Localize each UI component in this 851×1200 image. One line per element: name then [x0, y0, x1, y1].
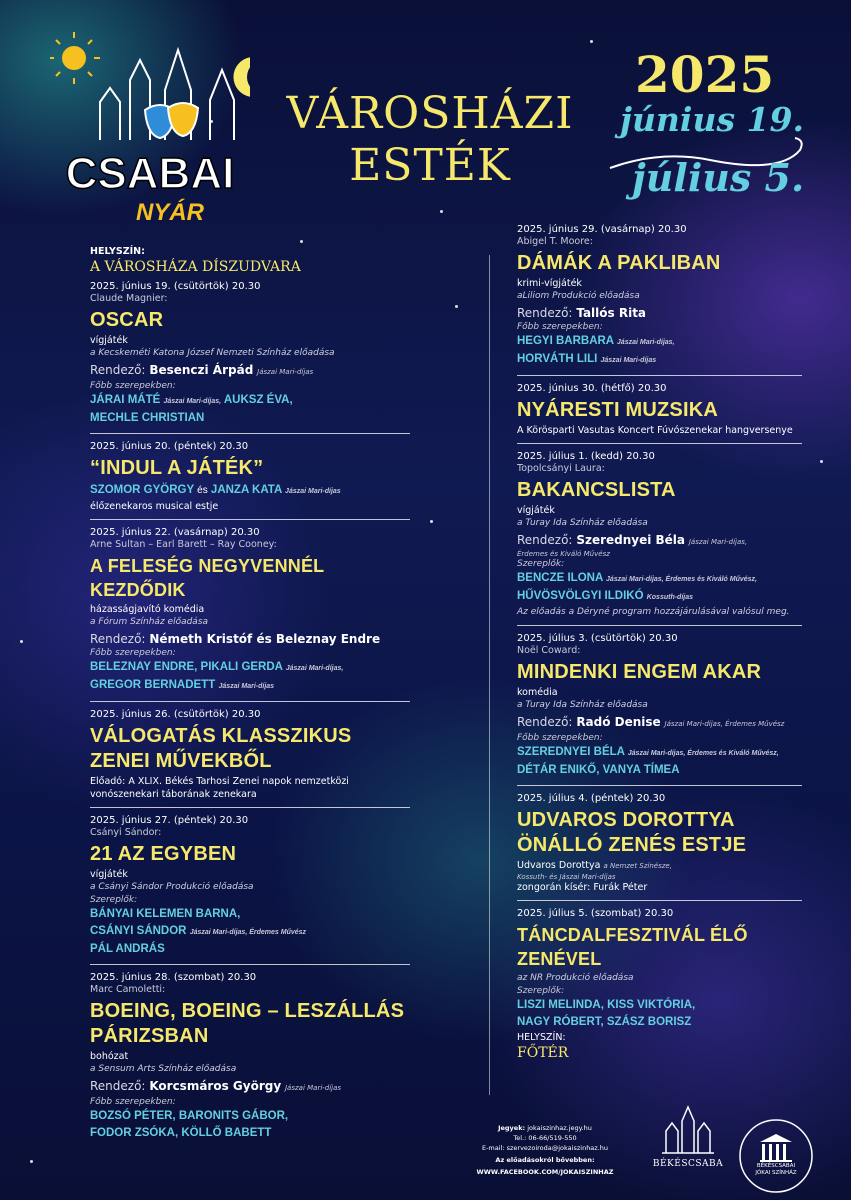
- event-description: élőzenekaros musical estje: [90, 501, 219, 512]
- more-info: Az előadásokról bővebben:: [495, 1156, 595, 1164]
- bekescsaba-logo: [652, 1105, 724, 1169]
- event-date: 2025. június 19. (csütörtök) 20.30: [90, 281, 261, 292]
- roles-label: Főbb szerepekben:: [517, 322, 603, 332]
- event-title: ZENEI MŰVEKBŐL: [90, 750, 272, 772]
- event-production: a Fórum Színház előadása: [90, 617, 209, 627]
- ticket-line: Jegyek: jokaiszinhaz.jegy.hu: [498, 1124, 592, 1132]
- event-title: BAKANCSLISTA: [517, 479, 676, 501]
- left-column: [90, 245, 410, 1142]
- theatre-name-line1: BÉKÉSCSABAI: [756, 1163, 796, 1169]
- event-title: A FELESÉG NEGYVENNÉL KEZDŐDIK: [90, 556, 325, 600]
- roles-label: Szereplők:: [90, 895, 138, 905]
- event-genre: vígjáték: [517, 505, 555, 516]
- event-description: A Körösparti Vasutas Koncert Fúvószenekar hangversenye: [517, 425, 793, 436]
- event-date: 2025. június 20. (péntek) 20.30: [90, 441, 249, 452]
- event-date: 2025. június 28. (szombat) 20.30: [90, 972, 257, 983]
- event-production: aLiliom Produkció előadása: [517, 291, 640, 301]
- event-actors: HORVÁTH LILI Jászai Mari-díjas: [517, 353, 657, 365]
- location-label: HELYSZÍN:: [517, 1032, 566, 1043]
- event-date: 2025. július 1. (kedd) 20.30: [517, 451, 655, 462]
- event-tancdalfesztival: [517, 900, 802, 1062]
- event-author: Claude Magnier:: [90, 293, 168, 304]
- event-actors: BELEZNAY ENDRE, PIKALI GERDA Jászai Mari-díjas,: [90, 661, 344, 673]
- event-actors: LISZI MELINDA, KISS VIKTÓRIA,: [517, 999, 696, 1011]
- event-title: TÁNCDALFESZTIVÁL ÉLŐ ZENÉVEL: [517, 925, 748, 969]
- event-actors: HŰVÖSVÖLGYI ILDIKÓ Kossuth-díjas: [517, 590, 694, 602]
- event-mindenki-engem-akar: [517, 625, 802, 779]
- event-title: OSCAR: [90, 309, 164, 331]
- star-decoration: [455, 305, 458, 308]
- performer-note: Kossuth- és Jászai Mari-díjas: [517, 873, 616, 881]
- event-description: Előadó: A XLIX. Békés Tarhosi Zenei napok nemzetközi vonószenekari táborának zenekara: [90, 776, 349, 800]
- event-actors: BÁNYAI KELEMEN BARNA,: [90, 908, 241, 920]
- roles-label: Főbb szerepekben:: [90, 381, 176, 391]
- event-date: 2025. július 5. (szombat) 20.30: [517, 908, 674, 919]
- location-name: FŐTÉR: [517, 1045, 569, 1061]
- event-actors: CSÁNYI SÁNDOR Jászai Mari-díjas, Érdemes Művész: [90, 925, 307, 937]
- roles-label: Szereplők:: [517, 986, 565, 996]
- event-production: a Csányi Sándor Produkció előadása: [90, 882, 254, 892]
- star-decoration: [440, 210, 443, 213]
- event-date: 2025. július 4. (péntek) 20.30: [517, 793, 666, 804]
- event-genre: házasságjavító komédia: [90, 604, 205, 615]
- event-oscar: [90, 280, 410, 427]
- star-decoration: [590, 40, 593, 43]
- svg-text:CSABAI: CSABAI: [65, 149, 235, 198]
- csabai-nyar-logo: [50, 30, 250, 230]
- year: 2025: [635, 45, 775, 104]
- event-title: NYÁRESTI MUZSIKA: [517, 399, 718, 421]
- event-director: Rendező: Németh Kristóf és Beleznay Endre: [90, 632, 381, 646]
- event-actors: SZOMOR GYÖRGY és JANZA KATA Jászai Mari-díjas: [90, 484, 341, 496]
- jokai-theatre-logo: [738, 1118, 814, 1194]
- event-performer: Udvaros Dorottya a Nemzet Színésze,: [517, 860, 672, 871]
- event-author: Noël Coward:: [517, 645, 581, 656]
- event-actors: BENCZE ILONA Jászai Mari-díjas, Érdemes és Kiváló Művész,: [517, 572, 757, 584]
- star-decoration: [20, 640, 23, 643]
- event-bakancslista: [517, 443, 802, 619]
- ticket-link[interactable]: jokaiszinhaz.jegy.hu: [527, 1124, 592, 1132]
- page-title: [280, 88, 580, 192]
- event-author: Arne Sultan – Earl Barett – Ray Cooney:: [90, 539, 277, 550]
- event-author: Abigel T. Moore:: [517, 236, 593, 247]
- phone: Tel.: 06-66/519-550: [513, 1134, 577, 1142]
- event-actors: NAGY RÓBERT, SZÁSZ BORISZ: [517, 1016, 692, 1028]
- event-valogatas: [90, 701, 410, 801]
- roles-label: Főbb szerepekben:: [90, 648, 176, 658]
- event-production: a Kecskeméti Katona József Nemzeti Színház előadása: [90, 348, 335, 358]
- event-director: Rendező: Besenczi Árpád Jászai Mari-díjas: [90, 363, 314, 377]
- star-decoration: [430, 520, 433, 523]
- event-actors: DÉTÁR ENIKŐ, VANYA TÍMEA: [517, 764, 680, 776]
- event-title: BOEING, BOEING – LESZÁLLÁS: [90, 1000, 405, 1022]
- event-title: ÖNÁLLÓ ZENÉS ESTJE: [517, 834, 747, 856]
- event-title: MINDENKI ENGEM AKAR: [517, 661, 762, 683]
- event-genre: vígjáték: [90, 869, 128, 880]
- event-genre: vígjáték: [90, 335, 128, 346]
- city-name: BÉKÉSCSABA: [652, 1159, 724, 1169]
- event-title: UDVAROS DOROTTYA: [517, 809, 735, 831]
- roles-label: Főbb szerepekben:: [90, 1097, 176, 1107]
- event-actors: BOZSÓ PÉTER, BARONITS GÁBOR,: [90, 1110, 289, 1122]
- event-director: Rendező: Szerednyei Béla Jászai Mari-díjas,: [517, 533, 748, 547]
- event-boeing: [90, 964, 410, 1142]
- event-actors: PÁL ANDRÁS: [90, 943, 165, 955]
- event-date: 2025. július 3. (csütörtök) 20.30: [517, 633, 678, 644]
- event-production: a Turay Ida Színház előadása: [517, 518, 648, 528]
- event-title: 21 AZ EGYBEN: [90, 843, 237, 865]
- event-actors: JÁRAI MÁTÉ Jászai Mari-díjas, AUKSZ ÉVA,: [90, 394, 293, 406]
- event-damak-a-pakliban: [517, 223, 802, 369]
- event-author: Marc Camoletti:: [90, 984, 166, 995]
- title-line-2: ESTÉK: [349, 140, 511, 191]
- column-divider: [489, 255, 490, 1095]
- star-decoration: [300, 240, 303, 243]
- ticket-info: [470, 1123, 620, 1177]
- event-genre: krimi-vígjáték: [517, 278, 582, 289]
- event-date: 2025. június 30. (hétfő) 20.30: [517, 383, 667, 394]
- title-line-1: VÁROSHÁZI: [286, 88, 574, 139]
- event-actors: GREGOR BERNADETT Jászai Mari-díjas: [90, 679, 275, 691]
- event-title: DÁMÁK A PAKLIBAN: [517, 252, 721, 274]
- roles-label: Főbb szerepekben:: [517, 733, 603, 743]
- theatre-name: [738, 1163, 814, 1177]
- event-title: PÁRIZSBAN: [90, 1025, 209, 1047]
- event-piano: zongorán kísér: Furák Péter: [517, 882, 648, 893]
- date-start: június 19.: [620, 100, 804, 139]
- event-21-az-egyben: [90, 807, 410, 958]
- event-title: “INDUL A JÁTÉK”: [90, 457, 264, 479]
- event-actors: HEGYI BARBARA Jászai Mari-díjas,: [517, 335, 675, 347]
- event-nyaresti-muzsika: [517, 375, 802, 437]
- star-decoration: [820, 460, 823, 463]
- facebook-link[interactable]: WWW.FACEBOOK.COM/JOKAISZINHAZ: [476, 1168, 614, 1176]
- location-label: HELYSZÍN:: [90, 246, 145, 257]
- event-genre: komédia: [517, 687, 558, 698]
- director-note: Érdemes és Kiváló Művész: [517, 550, 610, 558]
- event-indul-a-jatek: [90, 433, 410, 513]
- city-hall-icon: [658, 1105, 718, 1155]
- event-author: Csányi Sándor:: [90, 827, 162, 838]
- event-production: az NR Produkció előadása: [517, 973, 634, 983]
- date-end: július 5.: [632, 155, 805, 200]
- event-date: 2025. június 26. (csütörtök) 20.30: [90, 709, 261, 720]
- event-date: 2025. június 27. (péntek) 20.30: [90, 815, 249, 826]
- event-director: Rendező: Tallós Rita: [517, 306, 647, 320]
- event-director: Rendező: Korcsmáros György Jászai Mari-díjas: [90, 1079, 342, 1093]
- right-column: [517, 223, 802, 1062]
- event-title: VÁLOGATÁS KLASSZIKUS: [90, 725, 352, 747]
- event-production: a Sensum Arts Színház előadása: [90, 1064, 237, 1074]
- event-actors: FODOR ZSÓKA, KÖLLŐ BABETT: [90, 1127, 272, 1139]
- event-udvaros-dorottya: [517, 785, 802, 894]
- event-author: Topolcsányi Laura:: [517, 463, 605, 474]
- event-production: a Turay Ida Színház előadása: [517, 700, 648, 710]
- event-date: 2025. június 29. (vasárnap) 20.30: [517, 224, 687, 235]
- theatre-name-line2: JÓKAI SZÍNHÁZ: [755, 1170, 797, 1176]
- event-a-feleseg: [90, 519, 410, 695]
- event-director: Rendező: Radó Denise Jászai Mari-díjas, Érdemes Művész: [517, 715, 785, 729]
- event-extra-note: Az előadás a Déryné program hozzájárulásával valósul meg.: [517, 607, 790, 617]
- event-genre: bohózat: [90, 1051, 129, 1062]
- star-decoration: [30, 1160, 33, 1163]
- event-date: 2025. június 22. (vasárnap) 20.30: [90, 527, 260, 538]
- roles-label: Szereplők:: [517, 559, 565, 569]
- email[interactable]: E-mail: szervezoiroda@jokaiszinhaz.hu: [481, 1144, 609, 1152]
- event-actors: SZEREDNYEI BÉLA Jászai Mari-díjas, Érdemes és Kiváló Művész,: [517, 746, 779, 758]
- location-name: A VÁROSHÁZA DÍSZUDVARA: [90, 259, 301, 275]
- event-actors: MECHLE CHRISTIAN: [90, 412, 205, 424]
- svg-text:NYÁR: NYÁR: [135, 199, 205, 226]
